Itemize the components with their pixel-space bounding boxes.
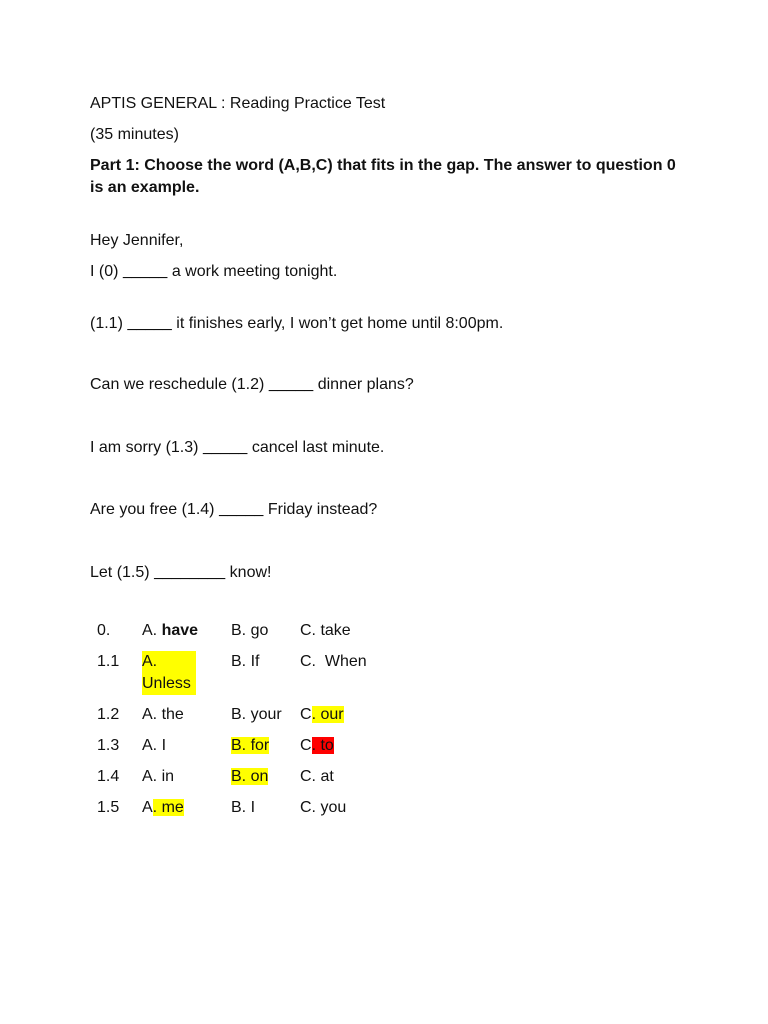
letter-line-1-5 bbox=[90, 563, 271, 583]
option-b: B. I bbox=[231, 799, 256, 816]
letter-line-1-3 bbox=[90, 438, 384, 458]
option-c: C. When bbox=[300, 653, 367, 670]
text-before-gap: (1.1) bbox=[90, 315, 128, 332]
option-b: B. go bbox=[231, 622, 269, 639]
letter-greeting: Hey Jennifer, bbox=[90, 232, 184, 249]
table-row bbox=[90, 766, 390, 797]
option-c: C. take bbox=[300, 622, 351, 639]
letter-line-0 bbox=[90, 262, 337, 282]
option-b bbox=[231, 766, 300, 797]
table-row bbox=[90, 651, 390, 704]
letter-line-1-1 bbox=[90, 314, 503, 334]
option-a: A. in bbox=[142, 768, 175, 785]
question-number: 1.1 bbox=[97, 653, 120, 670]
text-after-gap: Friday instead? bbox=[263, 501, 378, 518]
text-after-gap: know! bbox=[225, 564, 272, 581]
letter-line-1-2 bbox=[90, 375, 414, 395]
question-number: 1.2 bbox=[97, 706, 120, 723]
table-row bbox=[90, 797, 390, 828]
gap-blank: _____ bbox=[218, 501, 264, 518]
option-a: A. the bbox=[142, 706, 184, 723]
table-row bbox=[90, 704, 390, 735]
gap-blank: ________ bbox=[154, 564, 226, 581]
highlighted-option: A. Unless bbox=[142, 651, 196, 695]
question-number: 1.4 bbox=[97, 768, 120, 785]
example-answer: have bbox=[161, 622, 199, 639]
question-number: 0. bbox=[97, 622, 111, 639]
highlighted-option: . me bbox=[152, 799, 184, 816]
gap-blank: _____ bbox=[202, 439, 248, 456]
red-highlighted-option: . to bbox=[311, 737, 334, 754]
option-letter: A bbox=[142, 799, 153, 816]
question-number: 1.5 bbox=[97, 799, 120, 816]
option-c bbox=[300, 735, 390, 766]
option-c bbox=[300, 704, 390, 735]
highlighted-option: B. for bbox=[231, 737, 270, 754]
answer-options-table bbox=[90, 620, 390, 828]
text-after-gap: dinner plans? bbox=[313, 376, 414, 393]
option-b: B. your bbox=[231, 706, 282, 723]
text-before-gap: I (0) bbox=[90, 263, 123, 280]
table-row bbox=[90, 735, 390, 766]
option-a bbox=[142, 651, 231, 704]
gap-blank: _____ bbox=[127, 315, 172, 332]
table-row bbox=[90, 620, 390, 651]
option-a bbox=[142, 797, 231, 828]
option-a: A. I bbox=[142, 737, 167, 754]
letter-line-1-4 bbox=[90, 500, 377, 520]
question-number: 1.3 bbox=[97, 737, 120, 754]
gap-blank: _____ bbox=[122, 263, 168, 280]
option-c: C. at bbox=[300, 768, 334, 785]
gap-blank: _____ bbox=[268, 376, 314, 393]
option-a bbox=[142, 620, 231, 651]
option-letter: A. bbox=[142, 622, 162, 639]
option-letter: C bbox=[300, 706, 312, 723]
text-before-gap: Can we reschedule (1.2) bbox=[90, 376, 269, 393]
test-duration: (35 minutes) bbox=[90, 126, 179, 143]
text-after-gap: cancel last minute. bbox=[247, 439, 385, 456]
document-title: APTIS GENERAL : Reading Practice Test bbox=[90, 95, 386, 112]
text-before-gap: Let (1.5) bbox=[90, 564, 155, 581]
highlighted-option: B. on bbox=[231, 768, 269, 785]
text-after-gap: it finishes early, I won’t get home until 8:00pm. bbox=[171, 315, 504, 332]
text-before-gap: Are you free (1.4) bbox=[90, 501, 219, 518]
option-c: C. you bbox=[300, 799, 347, 816]
text-after-gap: a work meeting tonight. bbox=[167, 263, 338, 280]
option-b bbox=[231, 735, 300, 766]
option-b: B. If bbox=[231, 653, 260, 670]
highlighted-option: . our bbox=[311, 706, 344, 723]
option-letter: C bbox=[300, 737, 312, 754]
part-instruction: Part 1: Choose the word (A,B,C) that fits in the gap. The answer to question 0 is an example. bbox=[90, 157, 676, 196]
text-before-gap: I am sorry (1.3) bbox=[90, 439, 203, 456]
